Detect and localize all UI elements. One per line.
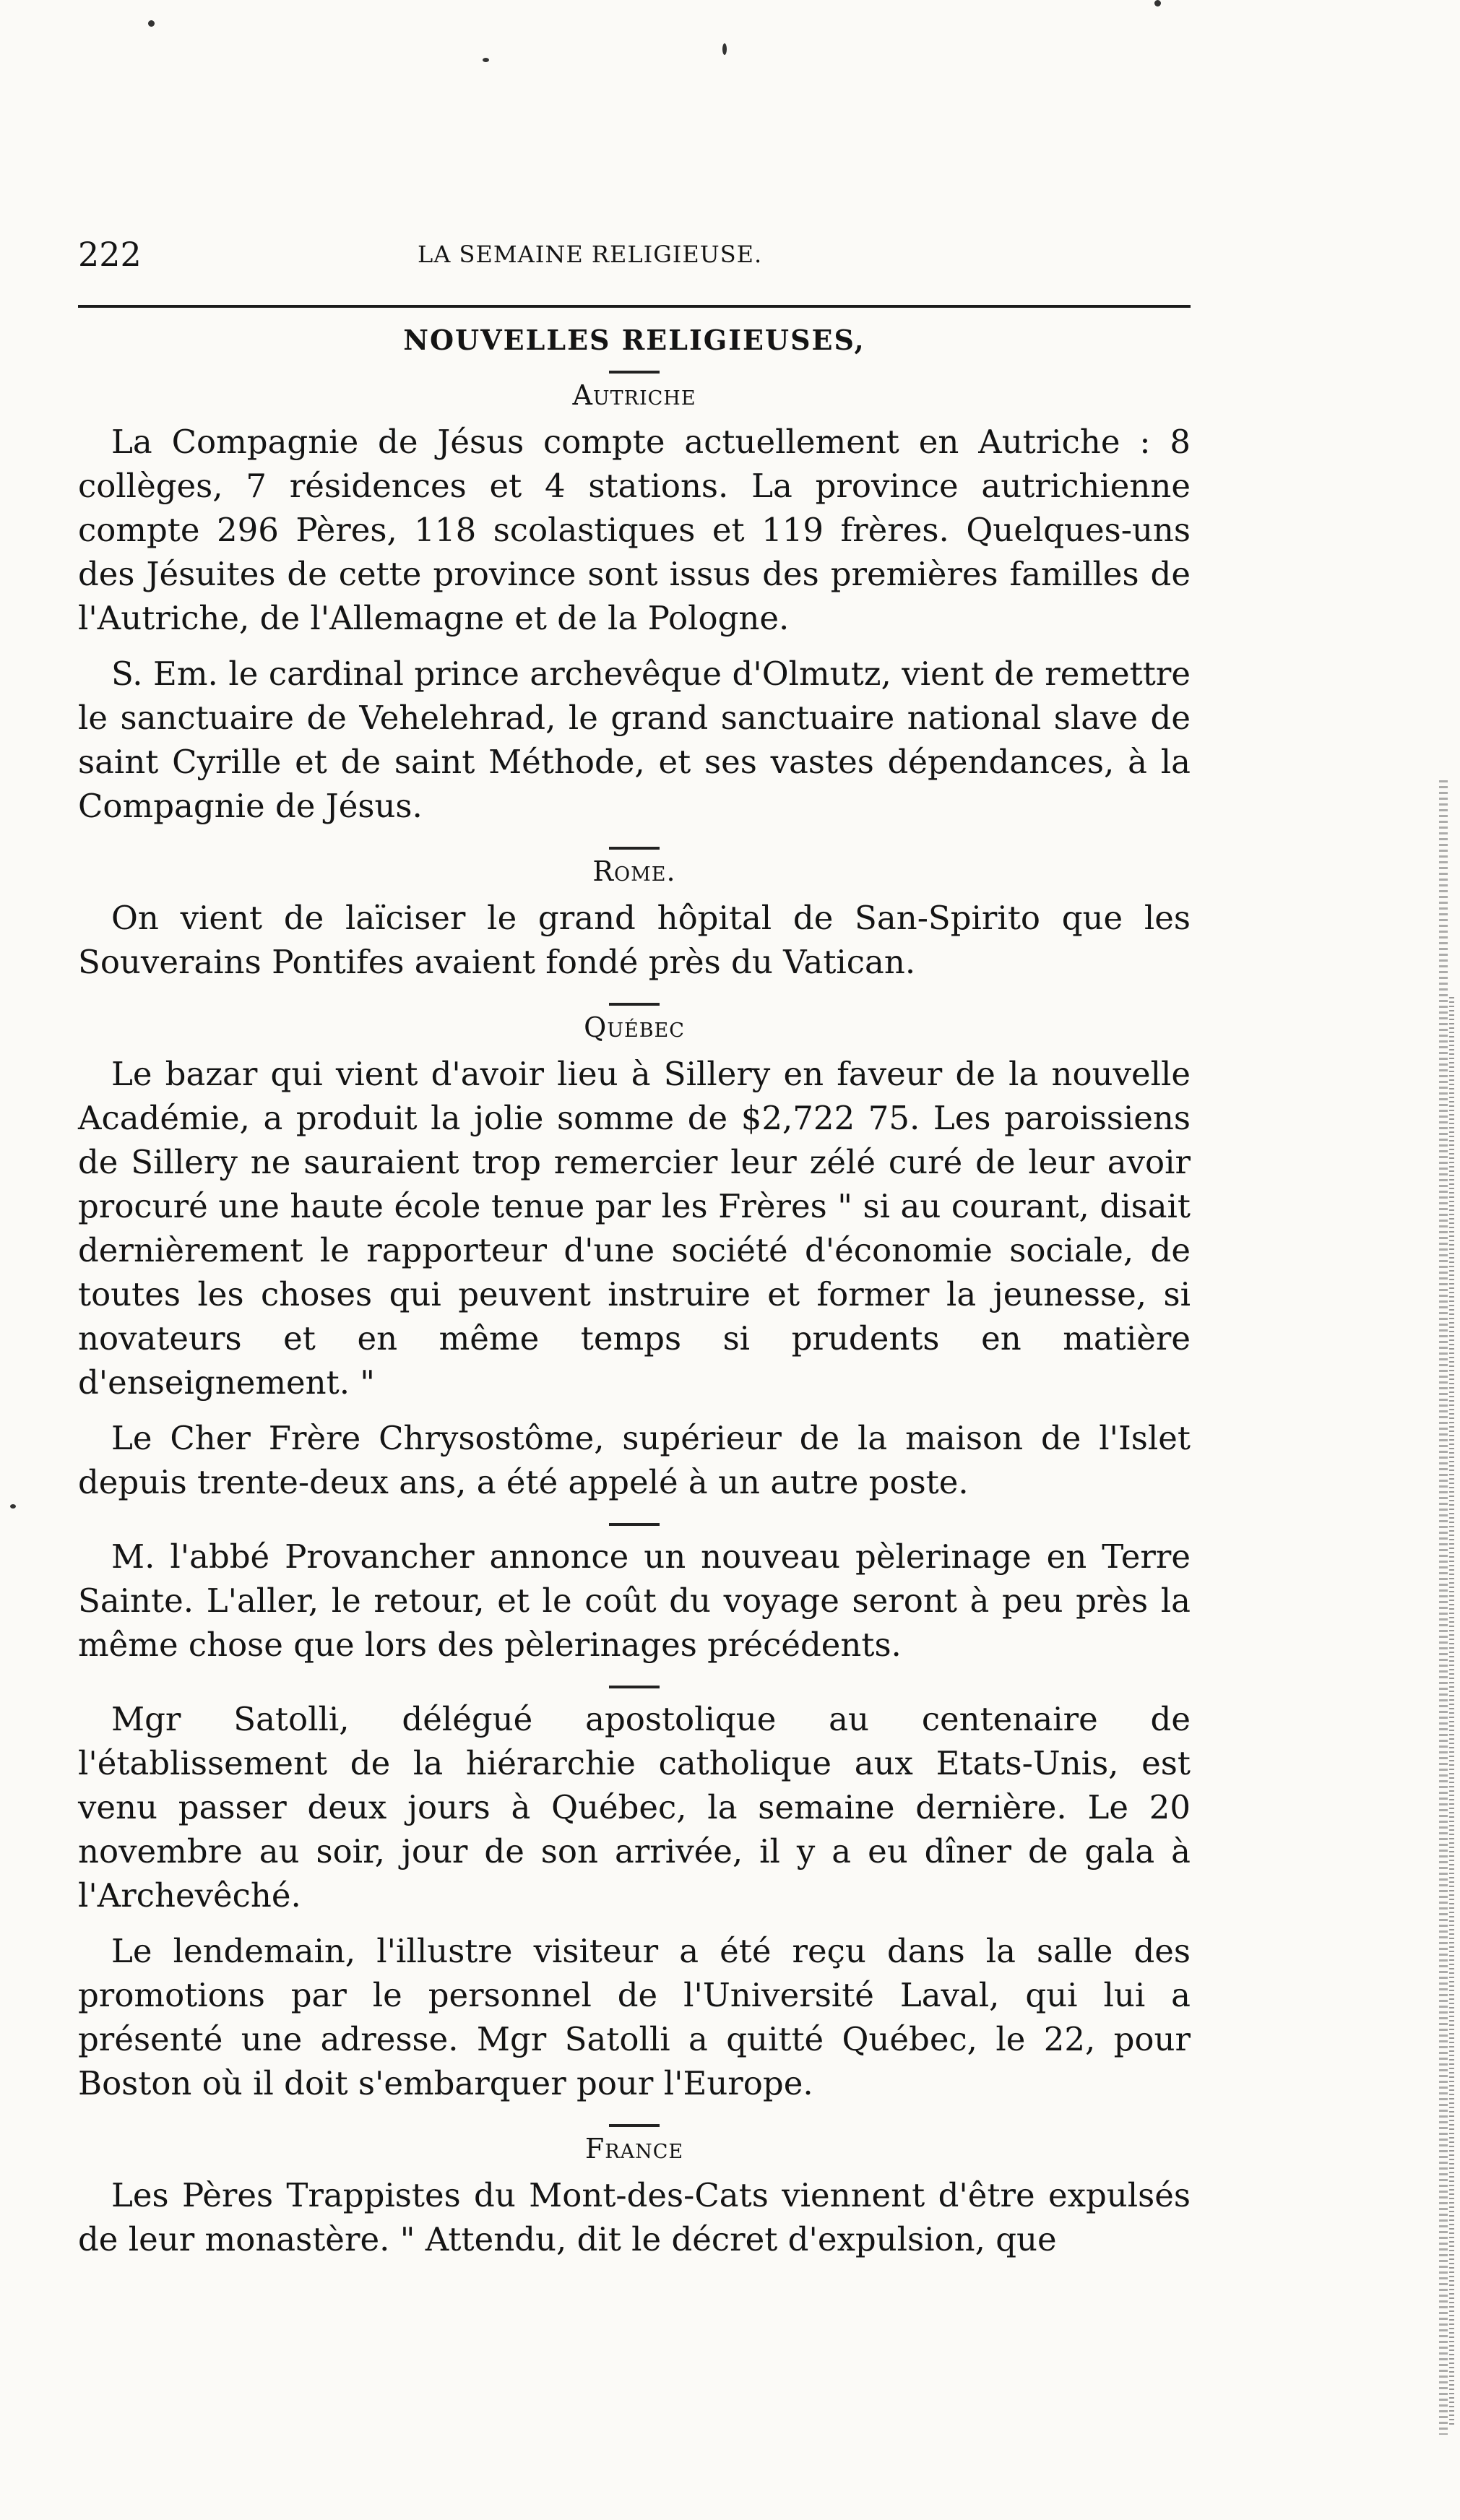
section-divider bbox=[609, 1686, 660, 1688]
header-rule bbox=[78, 305, 1191, 308]
running-title: LA SEMAINE RELIGIEUSE. bbox=[418, 241, 763, 268]
scan-speck bbox=[148, 20, 155, 27]
scan-speck bbox=[483, 58, 489, 62]
scan-edge-artifact bbox=[1449, 997, 1454, 2428]
paragraph: Les Pères Trappistes du Mont-des-Cats viennent d'être expulsés de leur monastère. " Attendu, dit le décret d'expulsion, que bbox=[78, 2176, 1191, 2258]
section-heading-rome: Rome. bbox=[592, 855, 676, 887]
paragraph: Mgr Satolli, délégué apostolique au centenaire de l'établissement de la hiérarchie catholique aux Etats-Unis, est venu passer deux jours à Québec, la semaine dernière. Le 20 novembre au soir, jour de son arrivée, il y a eu dîner de gala à l'Archevêché. bbox=[78, 1700, 1191, 1915]
paragraph: S. Em. le cardinal prince archevêque d'Olmutz, vient de remettre le sanctuaire de Vehelehrad, le grand sanctuaire national slave de saint Cyrille et de saint Méthode, et ses vastes dépendances, à la Compagnie de Jésus. bbox=[78, 655, 1191, 825]
page-number: 222 bbox=[78, 235, 142, 274]
paragraph: Le lendemain, l'illustre visiteur a été reçu dans la salle des promotions par le personnel de l'Université Laval, qui lui a présenté une adresse. Mgr Satolli a quitté Québec, le 22, pour Boston où il doit s'embarquer pour l'Europe. bbox=[78, 1932, 1191, 2102]
paragraph: La Compagnie de Jésus compte actuellement en Autriche : 8 collèges, 7 résidences et 4 stations. La province autrichienne compte 296 Pères, 118 scolastiques et 119 frères. Quelques-uns des Jésuites de cette province sont issus des premières familles de l'Autriche, de l'Allemagne et de la Pologne. bbox=[78, 423, 1191, 637]
section-title: NOUVELLES RELIGIEUSES, bbox=[403, 324, 865, 356]
scan-speck bbox=[1154, 0, 1161, 7]
scan-speck bbox=[10, 1504, 16, 1509]
section-divider bbox=[609, 1523, 660, 1526]
section-heading-quebec: Québec bbox=[584, 1011, 685, 1043]
paragraph: On vient de laïciser le grand hôpital de San-Spirito que les Souverains Pontifes avaient fondé près du Vatican. bbox=[78, 899, 1191, 981]
paragraph: Le bazar qui vient d'avoir lieu à Sillery en faveur de la nouvelle Académie, a produit la jolie somme de $2,722 75. Les paroissiens de Sillery ne sauraient trop remercier leur zélé curé de leur avoir procuré une haute école tenue par les Frères " si au courant, disait dernièrement le rapporteur d'une société d'économie sociale, de toutes les choses qui peuvent instruire et former la jeunesse, si novateurs et en même temps si prudents en matière d'enseignement. " bbox=[78, 1055, 1191, 1402]
paragraph: M. l'abbé Provancher annonce un nouveau pèlerinage en Terre Sainte. L'aller, le retour, et le coût du voyage seront à peu près la même chose que lors des pèlerinages précédents. bbox=[78, 1537, 1191, 1664]
article-body bbox=[78, 318, 1191, 2261]
section-divider bbox=[609, 371, 660, 374]
paragraph: Le Cher Frère Chrysostôme, supérieur de la maison de l'Islet depuis trente-deux ans, a été appelé à un autre poste. bbox=[78, 1419, 1191, 1501]
section-heading-france: France bbox=[584, 2133, 684, 2165]
section-divider bbox=[609, 847, 660, 850]
scan-speck bbox=[722, 43, 727, 55]
page-header bbox=[78, 224, 1191, 285]
section-heading-autriche: Autriche bbox=[572, 379, 696, 411]
section-divider bbox=[609, 1003, 660, 1006]
section-divider bbox=[609, 2124, 660, 2127]
scan-edge-artifact bbox=[1439, 780, 1448, 2435]
